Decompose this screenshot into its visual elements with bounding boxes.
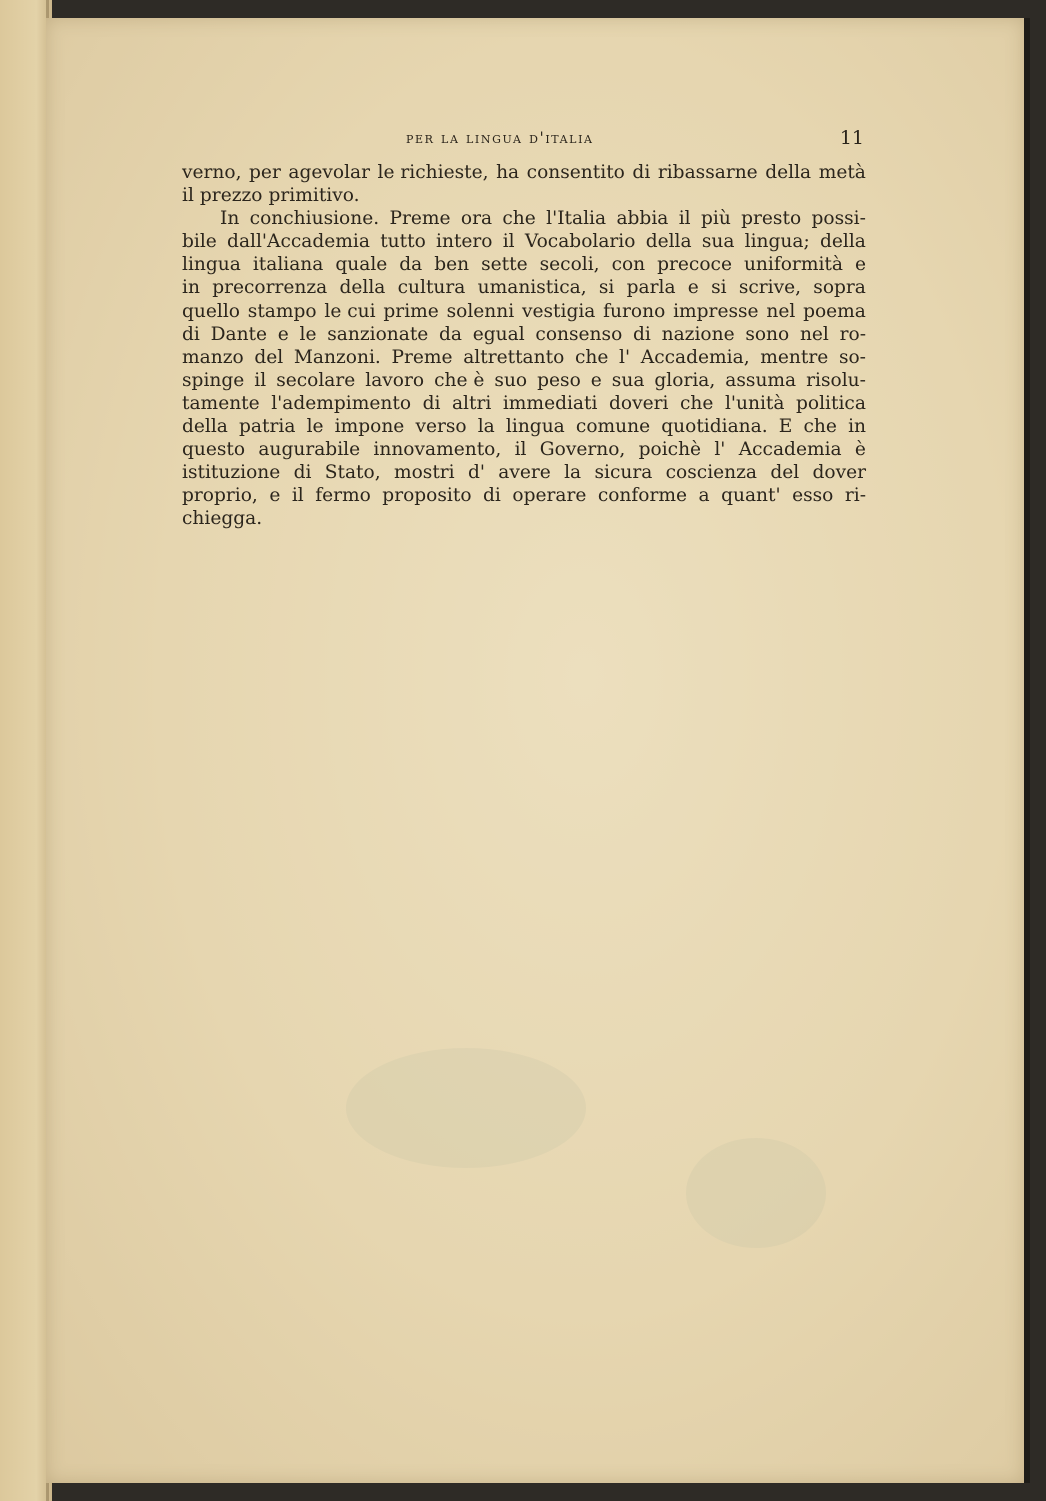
word: nazione xyxy=(661,323,735,345)
word: di xyxy=(422,392,441,414)
word: presto xyxy=(741,208,802,230)
word: sua xyxy=(701,231,735,253)
word: e xyxy=(687,277,699,299)
word: proposito xyxy=(382,485,472,507)
word: conchiusione. xyxy=(249,208,380,230)
word: ben xyxy=(434,254,470,276)
word: il xyxy=(502,231,515,253)
word: l' xyxy=(714,439,726,461)
word: dover xyxy=(812,462,866,484)
body-paragraphs xyxy=(182,161,866,531)
word: le xyxy=(306,416,324,438)
text-line xyxy=(182,276,866,299)
word: furono xyxy=(603,300,666,322)
word: precoce xyxy=(657,254,732,276)
word: gloria, xyxy=(654,369,716,391)
word: quello xyxy=(182,300,240,322)
word: le richieste, xyxy=(377,162,489,183)
word: le xyxy=(299,323,317,345)
word: consenso xyxy=(535,323,623,345)
word: il xyxy=(514,439,527,461)
word: parla xyxy=(626,277,676,299)
text-line xyxy=(182,461,866,484)
word: peso xyxy=(537,369,581,391)
word: cultura xyxy=(397,277,466,299)
word: sicura xyxy=(594,462,653,484)
word: politica xyxy=(796,392,866,414)
word: del xyxy=(770,462,800,484)
word: altrettanto xyxy=(463,346,565,368)
text-line xyxy=(182,184,866,207)
word: innovamento, xyxy=(373,439,502,461)
word: è xyxy=(854,439,866,461)
paper-stain xyxy=(346,1048,586,1168)
word: stampo xyxy=(247,300,317,322)
word: chiegga. xyxy=(182,508,263,530)
word: spinge xyxy=(182,369,245,391)
word: impresse xyxy=(673,300,759,322)
word: ribassarne xyxy=(657,162,758,183)
word: altri xyxy=(451,392,492,414)
word: l'unità xyxy=(724,392,785,414)
word: Governo, xyxy=(539,439,626,461)
word: lavoro xyxy=(365,369,425,391)
word: sua xyxy=(611,369,645,391)
word: Dante xyxy=(210,323,268,345)
word: e xyxy=(269,485,281,507)
word: per xyxy=(249,162,281,183)
word: sette xyxy=(481,254,528,276)
word: poema xyxy=(803,300,866,322)
word: suo xyxy=(494,369,528,391)
running-title: per la lingua d'italia xyxy=(406,129,594,147)
word: doveri xyxy=(608,392,669,414)
word: e xyxy=(854,254,866,276)
word: che xyxy=(574,346,609,368)
word: patria xyxy=(239,416,296,438)
word: fermo xyxy=(315,485,371,507)
word: nel xyxy=(766,300,796,322)
word: verso xyxy=(415,416,467,438)
word: augurabile xyxy=(258,439,361,461)
word: il xyxy=(182,185,194,207)
word: del xyxy=(254,346,284,368)
word: Manzoni. xyxy=(293,346,381,368)
page-number: 11 xyxy=(839,127,864,149)
word: egual xyxy=(472,323,525,345)
word: da xyxy=(399,254,423,276)
word: quotidiana. xyxy=(661,416,768,438)
word: a xyxy=(698,485,710,507)
word: Preme xyxy=(391,346,453,368)
word: che xyxy=(803,416,837,438)
word: tamente xyxy=(182,392,260,414)
word: verno, xyxy=(182,162,242,183)
word: risolu- xyxy=(806,369,866,391)
word: immediati xyxy=(502,392,598,414)
word: della xyxy=(182,416,228,438)
word: si xyxy=(711,277,727,299)
word: proprio, xyxy=(182,485,258,507)
word: più xyxy=(700,208,731,230)
text-line xyxy=(182,161,866,184)
word: nel xyxy=(799,323,829,345)
word: ro- xyxy=(839,323,866,345)
word: italiana xyxy=(252,254,324,276)
running-head xyxy=(406,129,866,151)
word: assuma xyxy=(725,369,797,391)
word: in xyxy=(848,416,866,438)
word: conforme xyxy=(597,485,688,507)
paper-stain xyxy=(686,1138,826,1248)
word: le cui xyxy=(324,300,376,322)
word: lingua xyxy=(182,254,241,276)
word: della xyxy=(645,231,692,253)
word: l'Italia xyxy=(546,208,607,230)
word: coscienza xyxy=(665,462,757,484)
word: ora xyxy=(460,208,493,230)
word: precorrenza xyxy=(212,277,328,299)
word: si xyxy=(598,277,615,299)
word: lingua xyxy=(505,416,565,438)
text-line xyxy=(182,392,866,415)
word: ha xyxy=(496,162,520,183)
word: il xyxy=(291,485,304,507)
word: manzo xyxy=(182,346,244,368)
word: questo xyxy=(182,439,246,461)
word: scrive, xyxy=(738,277,802,299)
word: bile xyxy=(182,231,217,253)
word: Stato, xyxy=(324,462,381,484)
word: di xyxy=(293,462,312,484)
word: l'adempimento xyxy=(271,392,412,414)
word: di xyxy=(632,162,651,183)
word: Preme xyxy=(389,208,451,230)
word: uniformità xyxy=(743,254,843,276)
word: intero xyxy=(436,231,493,253)
word: sono xyxy=(745,323,790,345)
text-line xyxy=(182,438,866,461)
word: sanzionate xyxy=(327,323,429,345)
word: che xyxy=(679,392,714,414)
word: della xyxy=(820,231,866,253)
word: Accademia xyxy=(738,439,842,461)
word: so- xyxy=(838,346,866,368)
word: da xyxy=(439,323,463,345)
word: il xyxy=(254,369,267,391)
word: sopra xyxy=(813,277,866,299)
text-line xyxy=(182,300,866,323)
word: umanistica, xyxy=(477,277,587,299)
word: con xyxy=(611,254,646,276)
word: ri- xyxy=(844,485,866,507)
word: di xyxy=(633,323,651,345)
word: agevolar xyxy=(288,162,370,183)
word: quale xyxy=(335,254,388,276)
word: e xyxy=(277,323,289,345)
text-line xyxy=(182,507,866,530)
facing-page-edge xyxy=(0,0,52,1501)
word: metà xyxy=(818,162,866,183)
word: impone xyxy=(334,416,405,438)
word: esso xyxy=(792,485,834,507)
text-line xyxy=(182,230,866,253)
text-line xyxy=(182,346,866,369)
text-line xyxy=(182,484,866,507)
word: mostri xyxy=(393,462,455,484)
word: In xyxy=(220,208,240,230)
text-line xyxy=(182,369,866,392)
word: operare xyxy=(512,485,587,507)
word: abbia xyxy=(616,208,669,230)
word: che xyxy=(502,208,536,230)
word: Accademia, xyxy=(640,346,750,368)
word: dall'Accademia xyxy=(227,231,370,253)
word: primitivo. xyxy=(268,185,360,207)
word: di xyxy=(182,323,200,345)
word: consentito xyxy=(526,162,625,183)
word: mentre xyxy=(760,346,829,368)
word: d' xyxy=(467,462,485,484)
word: di xyxy=(483,485,501,507)
text-line xyxy=(182,207,866,230)
text-line xyxy=(182,323,866,346)
word: prime xyxy=(383,300,439,322)
word: la xyxy=(564,462,582,484)
word: prezzo xyxy=(199,185,263,207)
word: tutto xyxy=(380,231,426,253)
word: l' xyxy=(619,346,631,368)
word: in xyxy=(182,277,200,299)
word: poichè xyxy=(638,439,702,461)
word: che è xyxy=(434,369,485,391)
text-line xyxy=(182,253,866,276)
text-line xyxy=(182,415,866,438)
word: il xyxy=(678,208,691,230)
word: possi- xyxy=(811,208,866,230)
word: lingua; xyxy=(744,231,810,253)
word: secoli, xyxy=(539,254,600,276)
word: istituzione xyxy=(182,462,281,484)
word: avere xyxy=(498,462,551,484)
word: quant' xyxy=(721,485,781,507)
word: E xyxy=(778,416,793,438)
word: vestigia xyxy=(521,300,596,322)
word: Vocabolario xyxy=(524,231,636,253)
word: solenni xyxy=(446,300,515,322)
word: e xyxy=(590,369,602,391)
word: della xyxy=(339,277,386,299)
word: secolare xyxy=(276,369,356,391)
word: la xyxy=(477,416,495,438)
word: comune xyxy=(575,416,651,438)
word: della xyxy=(765,162,812,183)
